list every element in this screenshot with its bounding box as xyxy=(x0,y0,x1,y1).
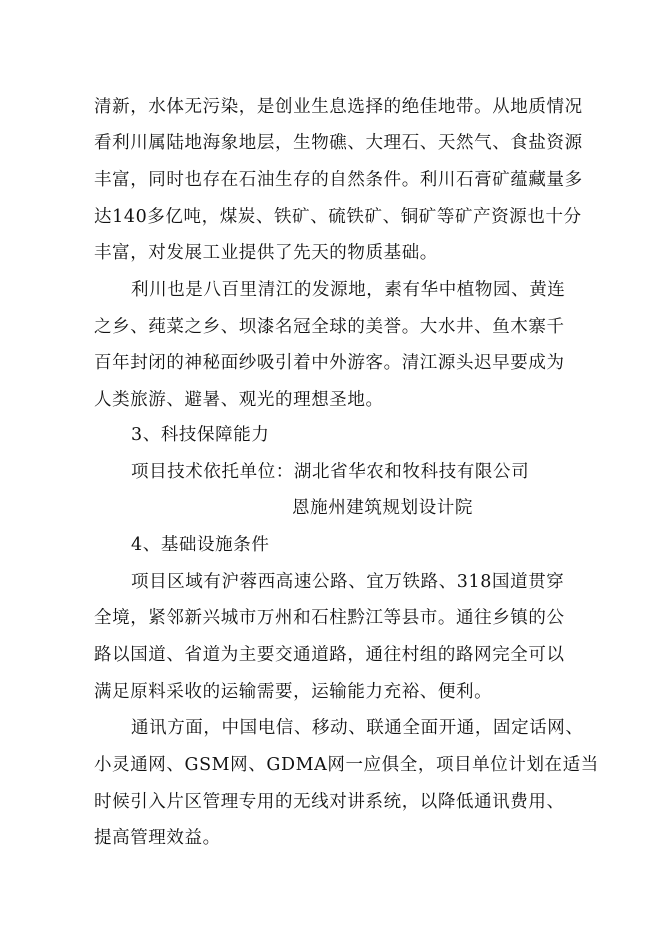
text-line: 利川也是八百里清江的发源地，素有华中植物园、黄连 xyxy=(131,280,566,300)
text-line: 丰富，对发展工业提供了先天的物质基础。 xyxy=(94,243,438,263)
support-unit-line-2: 恩施州建筑规划设计院 xyxy=(292,498,473,518)
text-line: 项目区域有沪蓉西高速公路、宜万铁路、318国道贯穿 xyxy=(131,572,565,592)
text-line: 提高管理效益。 xyxy=(94,828,221,848)
text-line: 百年封闭的神秘面纱吸引着中外游客。清江源头迟早要成为 xyxy=(94,353,565,373)
text-line: 达140多亿吨，煤炭、铁矿、硫铁矿、铜矿等矿产资源也十分 xyxy=(94,207,582,227)
text-line: 全境，紧邻新兴城市万州和石柱黔江等县市。通往乡镇的公 xyxy=(94,608,565,628)
text-line: 清新，水体无污染，是创业生息选择的绝佳地带。从地质情况 xyxy=(94,97,583,117)
text-line: 满足原料采收的运输需要，运输能力充裕、便利。 xyxy=(94,682,493,702)
text-line: 小灵通网、GSM网、GDMA网一应俱全，项目单位计划在适当 xyxy=(94,755,599,775)
section-heading: 4、基础设施条件 xyxy=(131,535,270,555)
text-line: 丰富，同时也存在石油生存的自然条件。利川石膏矿蕴藏量多 xyxy=(94,170,583,190)
support-unit-line: 项目技术依托单位：湖北省华农和牧科技有限公司 xyxy=(131,462,530,482)
text-line: 人类旅游、避暑、观光的理想圣地。 xyxy=(94,390,384,410)
text-line: 通讯方面，中国电信、移动、联通全面开通，固定话网、 xyxy=(131,718,584,738)
text-line: 路以国道、省道为主要交通道路，通往村组的路网完全可以 xyxy=(94,645,565,665)
section-heading: 3、科技保障能力 xyxy=(131,425,270,445)
text-line: 之乡、莼菜之乡、坝漆名冠全球的美誉。大水井、鱼木寨千 xyxy=(94,317,565,337)
text-line: 时候引入片区管理专用的无线对讲系统，以降低通讯费用、 xyxy=(94,792,565,812)
text-line: 看利川属陆地海象地层，生物礁、大理石、天然气、食盐资源 xyxy=(94,133,583,153)
